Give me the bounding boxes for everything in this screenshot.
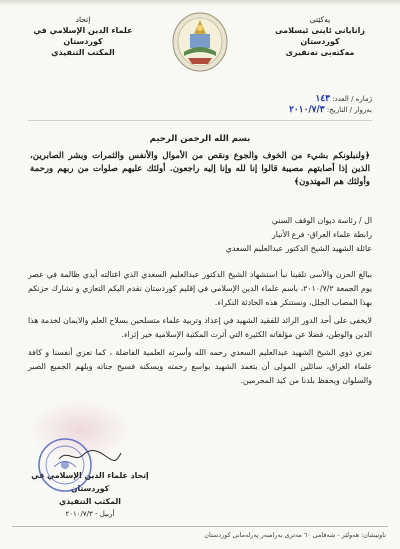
union-logo-icon [170,10,230,74]
header-kurdish [260,14,380,58]
recipients-block [28,214,372,256]
body-paragraph: نعزي ذوي الشيخ الشهيد عبدالعليم السعدي رحمه الله وأسرته العلمية الفاضلة ، كما نعزي أنفسنا و كافة علماء العراق، سائلين المولى أن يتغمد الشهيد بواسع رحمته ويسكنه فسيح جناته ويلهم الجميع الصبر والسلوان ويحفظ بلدنا من كيد المجرمين. [28,348,372,385]
header-kurdish-line1: یەکێتی [309,15,331,24]
body-paragraph: ببالغ الحزن والأسى تلقينا نبأ استشهاد الشيخ الدكتور عبدالعليم السعدي الذي اغتالته أيدي ظالمة في عصر يوم الجمعة ٢٠١٠/٧/٢، باسم علماء الدين الإسلامي في إقليم كوردستان نقدم اليكم التعازي و نشارك حزنكم بهذا المصاب الجلل، ونستنكر هذه الحادثة النكراء. [28,270,372,307]
reference-number-value: ١٤٣ [315,94,331,104]
footer-divider [12,526,388,527]
header-arabic-line2: علماء الدين الإسلامي في كوردستان [33,26,133,46]
footer-address: ناونیشان: هەولێر - شەقامی ٦٠ مەتری بەرامبەر پەرلەمانی کوردستان [204,531,386,539]
reference-date-label: بەروار / التاريخ: [326,106,372,114]
letter-body [28,268,372,392]
reference-date-value: ٢٠١٠/٧/٣ [289,105,325,115]
reference-number-label: ژمارە / العدد: [332,95,372,103]
recipient-line: عائلة الشهيد الشيخ الدكتور عبدالعليم السعدي [225,244,372,253]
recipient-line: ال / رئاسة ديوان الوقف السني [271,216,372,225]
reference-number-row [289,94,372,105]
signature-line1: إتحاد علماء الدين الإسلامي في كوردستان [31,471,149,493]
reference-block [289,94,372,116]
blue-seal-stamp-icon [36,436,94,494]
body-paragraph: لايخفى على أحد الدور الرائد للفقيد الشهيد في إعداد وتربية علماء متسلحين بسلاح العلم والايمان لخدمة هذا الدين والوطن، فضلا عن مؤلفاته الكثيرة التي أثرت المكتبة الإسلامية خير إثراء. [28,316,372,339]
quran-verse: ﴿ولنبلونكم بشيء من الخوف والجوع ونقص من الأموال والأنفس والثمرات وبشر الصابرين، الذين إذا أصابتهم مصيبة قالوا إنا لله وإنا إليه راجعون. أولئك عليهم صلوات من ربهم ورحمة وأولئك هم المهتدون﴾ [30,151,370,187]
signature-line2: المكتب التنفيذي [59,497,121,506]
header-divider [28,120,372,121]
header-kurdish-line3: مەکتەبی تەنفیزی [285,48,355,57]
header-arabic [20,14,146,58]
recipient-line: رابطة علماء العراق- فرع الأنبار [272,230,372,239]
top-border [0,0,400,6]
signature-date: أربيل - ٢٠١٠/٧/٣ [65,510,115,518]
header-arabic-line1: إتحاد [75,15,91,24]
reference-date-row [289,105,372,116]
header-arabic-line3: المكتب التنفيذي [51,48,115,57]
basmala: بسم الله الرحمن الرحيم [149,134,251,144]
header-kurdish-line2: زانایانی ئاینی ئیسلامی کوردستان [275,26,365,46]
